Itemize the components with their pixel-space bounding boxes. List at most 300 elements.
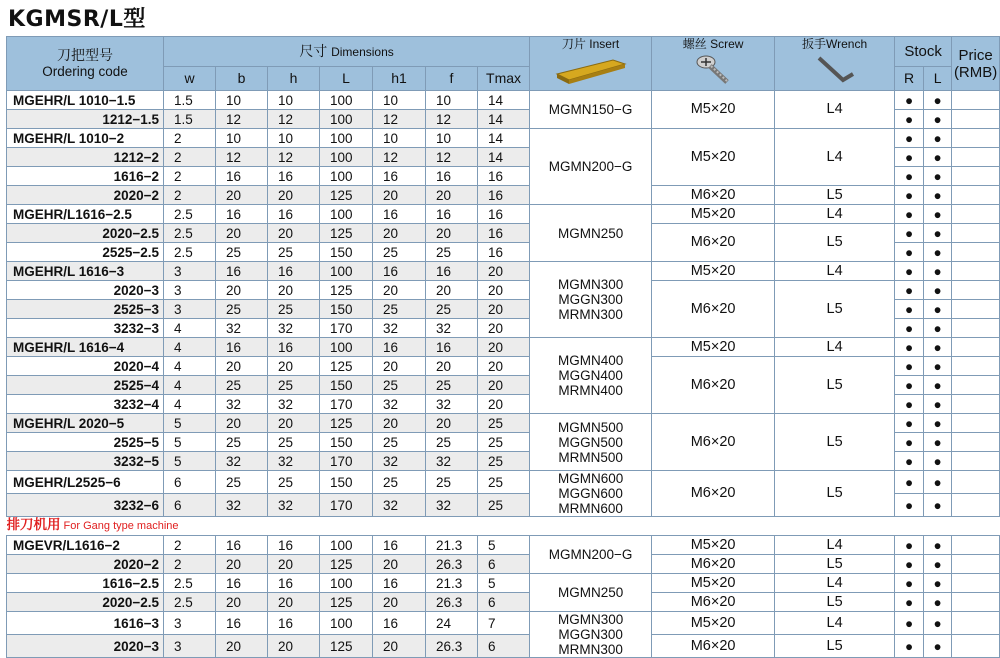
dim-f-cell: 32: [426, 452, 478, 471]
dim-f-cell: 32: [426, 395, 478, 414]
stock-r-dot: ●: [895, 319, 924, 338]
table-row: [7, 205, 1000, 224]
dim-f-cell: 26.3: [426, 593, 478, 612]
table-row: [7, 262, 1000, 281]
insert-cell: MGMN200−G: [530, 536, 652, 574]
dim-f-cell: 25: [426, 433, 478, 452]
dim-L-cell: 150: [320, 471, 373, 494]
insert-cell: MGMN250: [530, 574, 652, 612]
ordering-code-cell: 3232−5: [7, 452, 164, 471]
dim-w-cell: 2.5: [164, 593, 216, 612]
dim-L-cell: 125: [320, 186, 373, 205]
dim-t-cell: 20: [478, 395, 530, 414]
dim-h1-cell: 25: [373, 243, 426, 262]
screw-cell: M5×20: [652, 129, 775, 186]
stock-l-dot: ●: [924, 494, 952, 517]
stock-r-dot: ●: [895, 224, 924, 243]
price-cell: [952, 262, 1000, 281]
dim-f-cell: 25: [426, 300, 478, 319]
dim-w-cell: 5: [164, 414, 216, 433]
dim-f-cell: 24: [426, 612, 478, 635]
dim-t-cell: 6: [478, 635, 530, 658]
dim-t-cell: 20: [478, 376, 530, 395]
dim-w-cell: 2.5: [164, 574, 216, 593]
wrench-cell: L5: [775, 224, 895, 262]
table-row: [7, 281, 1000, 300]
dim-f-cell: 32: [426, 494, 478, 517]
ordering-code-cell: 2020−2: [7, 186, 164, 205]
stock-l-dot: ●: [924, 338, 952, 357]
ordering-code-header: [7, 37, 164, 91]
gang-section-label: [7, 517, 1000, 536]
price-cell: [952, 635, 1000, 658]
dim-b-cell: 16: [216, 167, 268, 186]
insert-label: 刀片 Insert: [561, 37, 620, 51]
price-cell: [952, 205, 1000, 224]
price-cell: [952, 612, 1000, 635]
wrench-cell: L5: [775, 186, 895, 205]
table-body: [7, 91, 1000, 658]
screw-icon: [693, 52, 733, 86]
ordering-code-cell: MGEHR/L 1616−3: [7, 262, 164, 281]
dim-h-cell: 16: [268, 338, 320, 357]
stock-r-dot: ●: [895, 574, 924, 593]
dim-h-cell: 20: [268, 186, 320, 205]
dim-h-cell: 16: [268, 536, 320, 555]
dim-w-cell: 2: [164, 129, 216, 148]
screw-cell: M6×20: [652, 281, 775, 338]
dim-w-cell: 4: [164, 376, 216, 395]
dim-h1-cell: 25: [373, 433, 426, 452]
ordering-code-cell: MGEHR/L 1010−2: [7, 129, 164, 148]
dim-h-cell: 20: [268, 635, 320, 658]
dim-t-cell: 20: [478, 338, 530, 357]
dim-L-cell: 100: [320, 91, 373, 110]
dim-L-cell: 150: [320, 376, 373, 395]
dim-h1-cell: 10: [373, 91, 426, 110]
dim-w-cell: 6: [164, 471, 216, 494]
wrench-cell: L5: [775, 414, 895, 471]
stock-r-dot: ●: [895, 357, 924, 376]
stock-l-dot: ●: [924, 205, 952, 224]
insert-code: MGGN300: [558, 292, 623, 307]
dim-h-cell: 16: [268, 167, 320, 186]
dim-h-cell: 25: [268, 243, 320, 262]
dim-f-cell: 16: [426, 262, 478, 281]
insert-code: MGMN300: [557, 612, 624, 627]
price-cell: [952, 243, 1000, 262]
stock-r: R: [895, 67, 924, 91]
dim-f-cell: 26.3: [426, 635, 478, 658]
stock-l-dot: ●: [924, 414, 952, 433]
dim-h1-cell: 16: [373, 338, 426, 357]
dim-L-cell: 100: [320, 110, 373, 129]
screw-cell: M6×20: [652, 186, 775, 205]
stock-l-dot: ●: [924, 471, 952, 494]
dim-f-cell: 21.3: [426, 574, 478, 593]
stock-r-dot: ●: [895, 414, 924, 433]
price-cell: [952, 110, 1000, 129]
dim-b-cell: 25: [216, 376, 268, 395]
insert-code: MGMN500: [557, 419, 624, 435]
spec-table: [6, 36, 1000, 658]
stock-r-dot: ●: [895, 376, 924, 395]
dim-f-cell: 20: [426, 357, 478, 376]
dim-f-cell: 25: [426, 243, 478, 262]
screw-cell: M5×20: [652, 536, 775, 555]
price-header: [952, 37, 1000, 91]
stock-r-dot: ●: [895, 262, 924, 281]
table-row: [7, 574, 1000, 593]
dim-f-cell: 12: [426, 110, 478, 129]
ordering-code-cn: 刀把型号: [57, 47, 113, 64]
table-row: [7, 414, 1000, 433]
dim-h-cell: 12: [268, 148, 320, 167]
dim-t-cell: 25: [478, 452, 530, 471]
dim-L-cell: 100: [320, 338, 373, 357]
price-cell: [952, 376, 1000, 395]
dim-b-cell: 12: [216, 110, 268, 129]
stock-l-dot: ●: [924, 186, 952, 205]
price-cell: [952, 129, 1000, 148]
dim-t-cell: 16: [478, 224, 530, 243]
stock-l-dot: ●: [924, 395, 952, 414]
dim-f-cell: 10: [426, 129, 478, 148]
dim-w-cell: 3: [164, 635, 216, 658]
screw-cell: M6×20: [652, 471, 775, 517]
dim-b-cell: 20: [216, 281, 268, 300]
ordering-code-cell: 2525−3: [7, 300, 164, 319]
dim-h-cell: 20: [268, 281, 320, 300]
ordering-code-cell: MGEVR/L1616−2: [7, 536, 164, 555]
stock-l-dot: ●: [924, 91, 952, 110]
dim-b-cell: 32: [216, 319, 268, 338]
stock-l-dot: ●: [924, 319, 952, 338]
table-row: [7, 536, 1000, 555]
col-w: w: [164, 67, 216, 91]
dim-h-cell: 20: [268, 593, 320, 612]
col-b: b: [216, 67, 268, 91]
table-row: [7, 357, 1000, 376]
dim-w-cell: 2: [164, 148, 216, 167]
dim-h-cell: 32: [268, 319, 320, 338]
dim-L-cell: 100: [320, 262, 373, 281]
dim-L-cell: 100: [320, 536, 373, 555]
ordering-code-cell: MGEHR/L 2020−5: [7, 414, 164, 433]
wrench-cell: L5: [775, 635, 895, 658]
ordering-code-cell: MGEHR/L2525−6: [7, 471, 164, 494]
dim-L-cell: 170: [320, 452, 373, 471]
dimensions-en: Dimensions: [331, 44, 394, 59]
stock-l: L: [924, 67, 952, 91]
dim-h-cell: 16: [268, 612, 320, 635]
stock-r-dot: ●: [895, 395, 924, 414]
dim-t-cell: 20: [478, 281, 530, 300]
price-cell: [952, 167, 1000, 186]
stock-r-dot: ●: [895, 243, 924, 262]
wrench-cell: L4: [775, 574, 895, 593]
price-label: Price: [958, 46, 993, 64]
page-title: KGMSR/L型: [8, 7, 146, 32]
dim-w-cell: 1.5: [164, 110, 216, 129]
price-cell: [952, 555, 1000, 574]
price-cell: [952, 91, 1000, 110]
dim-h1-cell: 20: [373, 555, 426, 574]
insert-cell: [530, 262, 652, 338]
dim-t-cell: 14: [478, 148, 530, 167]
price-cell: [952, 281, 1000, 300]
price-cell: [952, 574, 1000, 593]
table-row: [7, 635, 1000, 658]
price-cell: [952, 471, 1000, 494]
dim-f-cell: 20: [426, 414, 478, 433]
ordering-code-cell: 1616−3: [7, 612, 164, 635]
dim-t-cell: 14: [478, 91, 530, 110]
dim-h1-cell: 12: [373, 148, 426, 167]
insert-code: MRMN300: [558, 307, 623, 322]
stock-l-dot: ●: [924, 262, 952, 281]
ordering-code-cell: 2525−5: [7, 433, 164, 452]
dim-L-cell: 125: [320, 555, 373, 574]
dim-b-cell: 16: [216, 574, 268, 593]
stock-r-dot: ●: [895, 593, 924, 612]
dim-w-cell: 3: [164, 281, 216, 300]
stock-l-dot: ●: [924, 224, 952, 243]
dim-h1-cell: 20: [373, 635, 426, 658]
dim-h-cell: 10: [268, 129, 320, 148]
dim-f-cell: 32: [426, 319, 478, 338]
price-cell: [952, 494, 1000, 517]
table-row: [7, 91, 1000, 110]
dim-L-cell: 150: [320, 433, 373, 452]
price-cell: [952, 395, 1000, 414]
price-cell: [952, 433, 1000, 452]
dim-h1-cell: 25: [373, 471, 426, 494]
price-cell: [952, 357, 1000, 376]
wrench-cell: L5: [775, 555, 895, 574]
dim-b-cell: 25: [216, 300, 268, 319]
dim-h-cell: 20: [268, 555, 320, 574]
stock-r-dot: ●: [895, 471, 924, 494]
dim-L-cell: 170: [320, 319, 373, 338]
ordering-code-cell: 1212−1.5: [7, 110, 164, 129]
screw-cell: M5×20: [652, 574, 775, 593]
dim-h1-cell: 16: [373, 262, 426, 281]
stock-l-dot: ●: [924, 574, 952, 593]
ordering-code-cell: 3232−3: [7, 319, 164, 338]
stock-r-dot: ●: [895, 452, 924, 471]
price-cell: [952, 224, 1000, 243]
insert-code: MGGN600: [558, 486, 623, 501]
dim-h1-cell: 16: [373, 536, 426, 555]
price-cell: [952, 148, 1000, 167]
wrench-cell: L4: [775, 91, 895, 129]
price-cell: [952, 186, 1000, 205]
dim-b-cell: 25: [216, 243, 268, 262]
dim-h1-cell: 20: [373, 224, 426, 243]
stock-r-dot: ●: [895, 91, 924, 110]
dim-b-cell: 20: [216, 186, 268, 205]
insert-code: MGGN400: [558, 368, 623, 383]
dim-b-cell: 10: [216, 91, 268, 110]
dim-h-cell: 25: [268, 376, 320, 395]
screw-cell: M6×20: [652, 593, 775, 612]
dim-f-cell: 16: [426, 167, 478, 186]
price-cell: [952, 452, 1000, 471]
stock-l-dot: ●: [924, 357, 952, 376]
ordering-code-cell: 1616−2: [7, 167, 164, 186]
price-cell: [952, 338, 1000, 357]
price-cell: [952, 300, 1000, 319]
wrench-cell: L5: [775, 281, 895, 338]
dim-w-cell: 2.5: [164, 243, 216, 262]
dim-w-cell: 4: [164, 357, 216, 376]
stock-l-dot: ●: [924, 612, 952, 635]
dim-L-cell: 100: [320, 612, 373, 635]
dim-h-cell: 12: [268, 110, 320, 129]
dim-t-cell: 16: [478, 205, 530, 224]
screw-label: 螺丝 Screw: [682, 37, 744, 51]
dim-h1-cell: 20: [373, 357, 426, 376]
dim-h-cell: 25: [268, 471, 320, 494]
ordering-code-cell: 2020−3: [7, 281, 164, 300]
stock-l-dot: ●: [924, 555, 952, 574]
dim-L-cell: 170: [320, 395, 373, 414]
insert-code: MGGN300: [558, 627, 623, 642]
col-tmax: Tmax: [478, 67, 530, 91]
dimensions-header: [164, 37, 530, 67]
insert-icon: [553, 52, 629, 86]
insert-code: MGMN300: [557, 277, 624, 292]
dim-t-cell: 20: [478, 300, 530, 319]
dim-w-cell: 1.5: [164, 91, 216, 110]
dim-f-cell: 12: [426, 148, 478, 167]
stock-l-dot: ●: [924, 300, 952, 319]
insert-code: MGMN400: [557, 353, 624, 368]
table-row: [7, 612, 1000, 635]
dim-w-cell: 3: [164, 262, 216, 281]
dim-w-cell: 2: [164, 167, 216, 186]
dim-t-cell: 5: [478, 574, 530, 593]
dim-t-cell: 6: [478, 593, 530, 612]
ordering-code-cell: 3232−4: [7, 395, 164, 414]
dim-t-cell: 14: [478, 129, 530, 148]
insert-cell: [530, 471, 652, 517]
dim-t-cell: 16: [478, 243, 530, 262]
ordering-code-cell: 2525−2.5: [7, 243, 164, 262]
wrench-cell: L4: [775, 536, 895, 555]
dim-b-cell: 32: [216, 452, 268, 471]
dim-L-cell: 125: [320, 281, 373, 300]
dim-h-cell: 25: [268, 433, 320, 452]
dim-h-cell: 25: [268, 300, 320, 319]
dim-h-cell: 10: [268, 91, 320, 110]
dim-h1-cell: 25: [373, 300, 426, 319]
stock-l-dot: ●: [924, 281, 952, 300]
col-L: L: [320, 67, 373, 91]
insert-cell: [530, 414, 652, 471]
insert-code: MRMN300: [558, 642, 623, 657]
gang-section-en: For Gang type machine: [60, 520, 179, 532]
dim-f-cell: 25: [426, 471, 478, 494]
stock-l-dot: ●: [924, 129, 952, 148]
insert-code: MRMN400: [558, 383, 623, 398]
dim-w-cell: 5: [164, 433, 216, 452]
dim-b-cell: 20: [216, 414, 268, 433]
dim-t-cell: 16: [478, 167, 530, 186]
stock-l-dot: ●: [924, 243, 952, 262]
col-h1: h1: [373, 67, 426, 91]
table-row: [7, 555, 1000, 574]
wrench-cell: L4: [775, 129, 895, 186]
dim-L-cell: 150: [320, 300, 373, 319]
stock-r-dot: ●: [895, 186, 924, 205]
gang-section-row: [7, 517, 1000, 536]
dim-f-cell: 20: [426, 224, 478, 243]
screw-cell: M5×20: [652, 262, 775, 281]
dim-w-cell: 4: [164, 319, 216, 338]
dim-t-cell: 25: [478, 414, 530, 433]
price-cell: [952, 536, 1000, 555]
dim-h-cell: 20: [268, 357, 320, 376]
dim-b-cell: 20: [216, 635, 268, 658]
col-h: h: [268, 67, 320, 91]
screw-cell: M5×20: [652, 205, 775, 224]
dim-t-cell: 25: [478, 433, 530, 452]
dim-h-cell: 16: [268, 574, 320, 593]
col-f: f: [426, 67, 478, 91]
wrench-label: 扳手Wrench: [802, 37, 868, 51]
dim-L-cell: 100: [320, 167, 373, 186]
screw-cell: M5×20: [652, 612, 775, 635]
dim-L-cell: 100: [320, 574, 373, 593]
dim-b-cell: 20: [216, 555, 268, 574]
dim-h-cell: 20: [268, 224, 320, 243]
dim-t-cell: 20: [478, 319, 530, 338]
dim-L-cell: 125: [320, 224, 373, 243]
wrench-cell: L4: [775, 338, 895, 357]
wrench-header: [775, 37, 895, 91]
dim-h1-cell: 10: [373, 129, 426, 148]
price-unit: (RMB): [953, 63, 998, 81]
stock-l-dot: ●: [924, 148, 952, 167]
table-row: [7, 224, 1000, 243]
dim-w-cell: 6: [164, 494, 216, 517]
dim-b-cell: 16: [216, 536, 268, 555]
stock-r-dot: ●: [895, 205, 924, 224]
price-cell: [952, 593, 1000, 612]
dim-w-cell: 3: [164, 612, 216, 635]
insert-cell: MGMN150−G: [530, 91, 652, 129]
gang-section-cn: 排刀机用: [6, 517, 61, 533]
insert-code: MRMN500: [558, 449, 623, 465]
dim-t-cell: 6: [478, 555, 530, 574]
dim-f-cell: 20: [426, 281, 478, 300]
dim-w-cell: 2: [164, 186, 216, 205]
dim-f-cell: 10: [426, 91, 478, 110]
stock-r-dot: ●: [895, 300, 924, 319]
screw-cell: M5×20: [652, 338, 775, 357]
stock-l-dot: ●: [924, 167, 952, 186]
dim-h-cell: 16: [268, 262, 320, 281]
dim-b-cell: 16: [216, 338, 268, 357]
stock-r-dot: ●: [895, 281, 924, 300]
ordering-code-cell: 2020−4: [7, 357, 164, 376]
dim-t-cell: 5: [478, 536, 530, 555]
dim-h1-cell: 20: [373, 281, 426, 300]
table-row: [7, 338, 1000, 357]
ordering-code-cell: MGEHR/L1616−2.5: [7, 205, 164, 224]
